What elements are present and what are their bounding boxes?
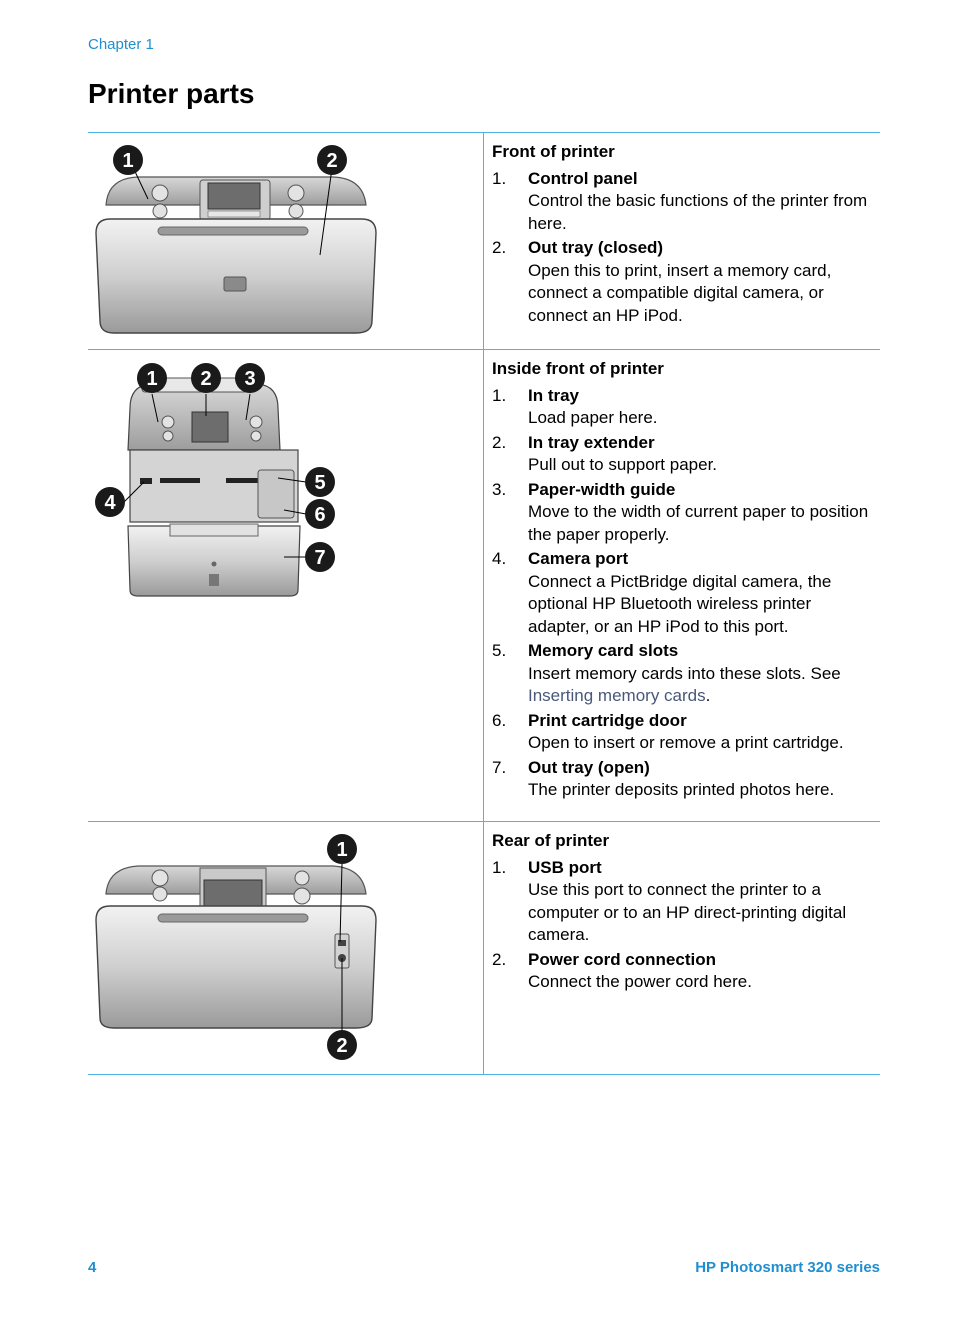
item-number: 2. xyxy=(492,949,507,969)
row-front xyxy=(88,133,880,350)
callout-3: 3 xyxy=(244,368,256,390)
callout-1: 1 xyxy=(336,839,348,861)
list-item xyxy=(492,479,872,548)
item-label: Power cord connection xyxy=(528,949,716,969)
section-heading: Rear of printer xyxy=(492,831,610,850)
page-number: 4 xyxy=(88,1259,97,1276)
item-description: Load paper here. xyxy=(528,408,658,427)
callout-4: 4 xyxy=(104,492,116,514)
list-item xyxy=(492,168,872,237)
list-item xyxy=(492,385,872,431)
rear-printer-illustration xyxy=(88,822,484,1074)
callout-2: 2 xyxy=(336,1035,348,1057)
item-number: 5. xyxy=(492,641,507,660)
page-title: Printer parts xyxy=(88,78,255,109)
item-label: Camera port xyxy=(528,549,629,568)
item-label: Memory card slots xyxy=(528,641,679,660)
item-label: USB port xyxy=(528,857,602,877)
item-label: Out tray (closed) xyxy=(528,238,664,257)
item-number: 3. xyxy=(492,479,507,499)
product-name: HP Photosmart 320 series xyxy=(695,1259,880,1276)
item-description: Move to the width of current paper to position the paper properly. xyxy=(528,502,869,544)
row-rear xyxy=(88,822,880,1075)
item-label: Print cartridge door xyxy=(528,710,687,730)
item-number: 1. xyxy=(492,385,507,405)
item-description: Pull out to support paper. xyxy=(528,455,718,474)
item-description: Connect a PictBridge digital camera, the optional HP Bluetooth wireless printer adapter, or an HP iPod to this port. xyxy=(528,571,832,636)
callout-2: 2 xyxy=(200,368,212,390)
inside-printer-illustration xyxy=(88,350,484,821)
description-text: Insert memory cards into these slots. See xyxy=(528,663,841,683)
item-description: Control the basic functions of the printer from here. xyxy=(528,191,868,233)
row-inside xyxy=(88,350,880,822)
front-of-printer-section xyxy=(484,133,880,349)
list-item xyxy=(492,710,872,756)
list-item xyxy=(492,949,872,995)
item-number: 1. xyxy=(492,168,507,188)
list-item xyxy=(492,432,872,478)
item-label: In tray xyxy=(528,385,580,405)
callout-6: 6 xyxy=(314,504,326,526)
item-number: 7. xyxy=(492,757,507,777)
item-description: Connect the power cord here. xyxy=(528,972,752,991)
item-number: 2. xyxy=(492,238,507,257)
section-heading: Front of printer xyxy=(492,142,615,161)
list-item xyxy=(492,857,872,948)
inside-front-section xyxy=(484,350,880,821)
callout-2: 2 xyxy=(326,150,338,172)
callout-1: 1 xyxy=(146,368,158,390)
list-item xyxy=(492,237,872,328)
list-item xyxy=(492,757,872,803)
item-description: Open this to print, insert a memory card, connect a compatible digital camera, or connect an HP iPod. xyxy=(528,260,832,325)
item-label: Control panel xyxy=(528,168,638,188)
item-label: Paper-width guide xyxy=(528,479,676,499)
item-label: In tray extender xyxy=(528,432,655,452)
callout-5: 5 xyxy=(314,472,326,494)
item-label: Out tray (open) xyxy=(528,757,650,777)
item-number: 6. xyxy=(492,710,507,730)
rear-of-printer-section xyxy=(484,822,880,1074)
item-description xyxy=(528,663,872,708)
item-number: 1. xyxy=(492,857,507,877)
section-heading: Inside front of printer xyxy=(492,359,664,378)
callout-1: 1 xyxy=(122,150,134,172)
inserting-memory-cards-link[interactable]: Inserting memory cards xyxy=(528,686,706,705)
list-item xyxy=(492,548,872,639)
item-description: Use this port to connect the printer to a computer or to an HP direct-printing digital camera. xyxy=(528,880,847,944)
item-number: 4. xyxy=(492,549,507,568)
item-description: The printer deposits printed photos here. xyxy=(528,780,835,799)
chapter-label: Chapter 1 xyxy=(88,36,154,53)
description-period: . xyxy=(705,686,711,705)
item-description: Open to insert or remove a print cartridge. xyxy=(528,733,844,752)
callout-7: 7 xyxy=(314,547,326,569)
item-number: 2. xyxy=(492,432,507,452)
front-printer-illustration xyxy=(88,133,484,349)
parts-table xyxy=(88,132,880,1075)
list-item xyxy=(492,640,872,709)
